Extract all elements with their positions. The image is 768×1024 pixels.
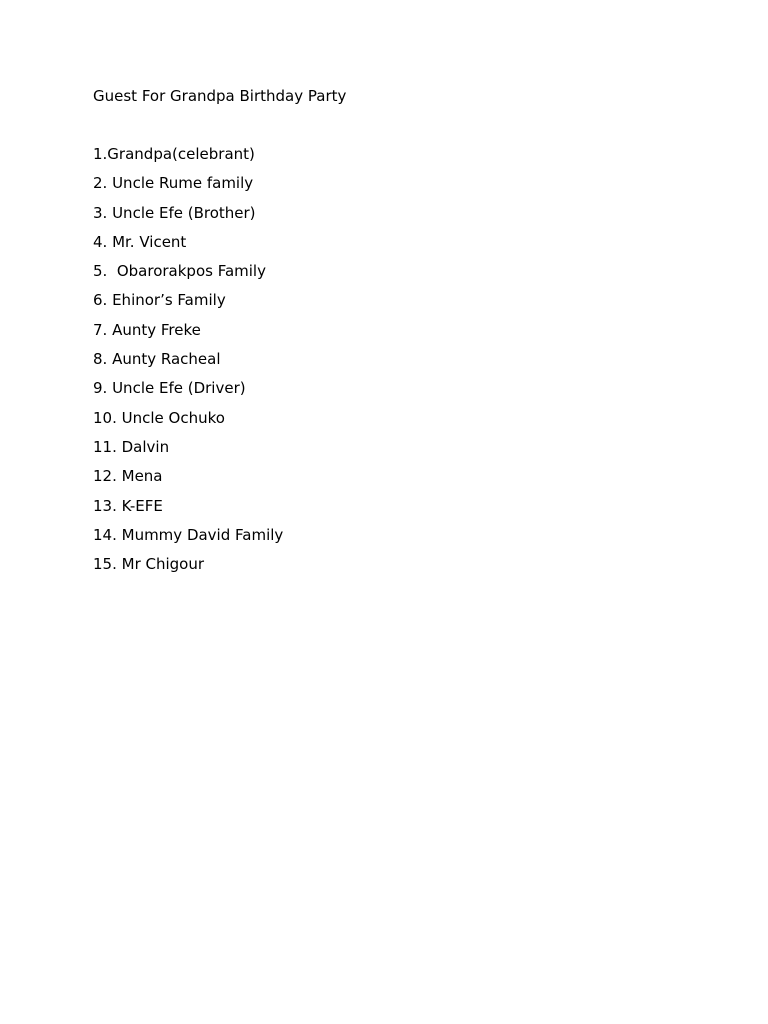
list-item: 3. Uncle Efe (Brother) [93, 203, 256, 222]
list-item: 14. Mummy David Family [93, 525, 284, 544]
list-item: 5. Obarorakpos Family [93, 262, 266, 281]
list-item: 12. Mena [93, 467, 163, 486]
list-item: 11. Dalvin [93, 437, 170, 456]
list-item: 13. K-EFE [93, 496, 163, 515]
list-item: 9. Uncle Efe (Driver) [93, 379, 246, 398]
list-item: 10. Uncle Ochuko [93, 408, 225, 427]
list-item: 8. Aunty Racheal [93, 350, 221, 369]
guest-list [93, 144, 283, 583]
list-item: 7. Aunty Freke [93, 320, 201, 339]
document-title: Guest For Grandpa Birthday Party [93, 87, 347, 105]
list-item: 1.Grandpa(celebrant) [93, 145, 255, 163]
list-item: 4. Mr. Vicent [93, 232, 187, 251]
list-item: 2. Uncle Rume family [93, 174, 254, 193]
list-item: 15. Mr Chigour [93, 555, 205, 574]
list-item: 6. Ehinor’s Family [93, 291, 226, 310]
